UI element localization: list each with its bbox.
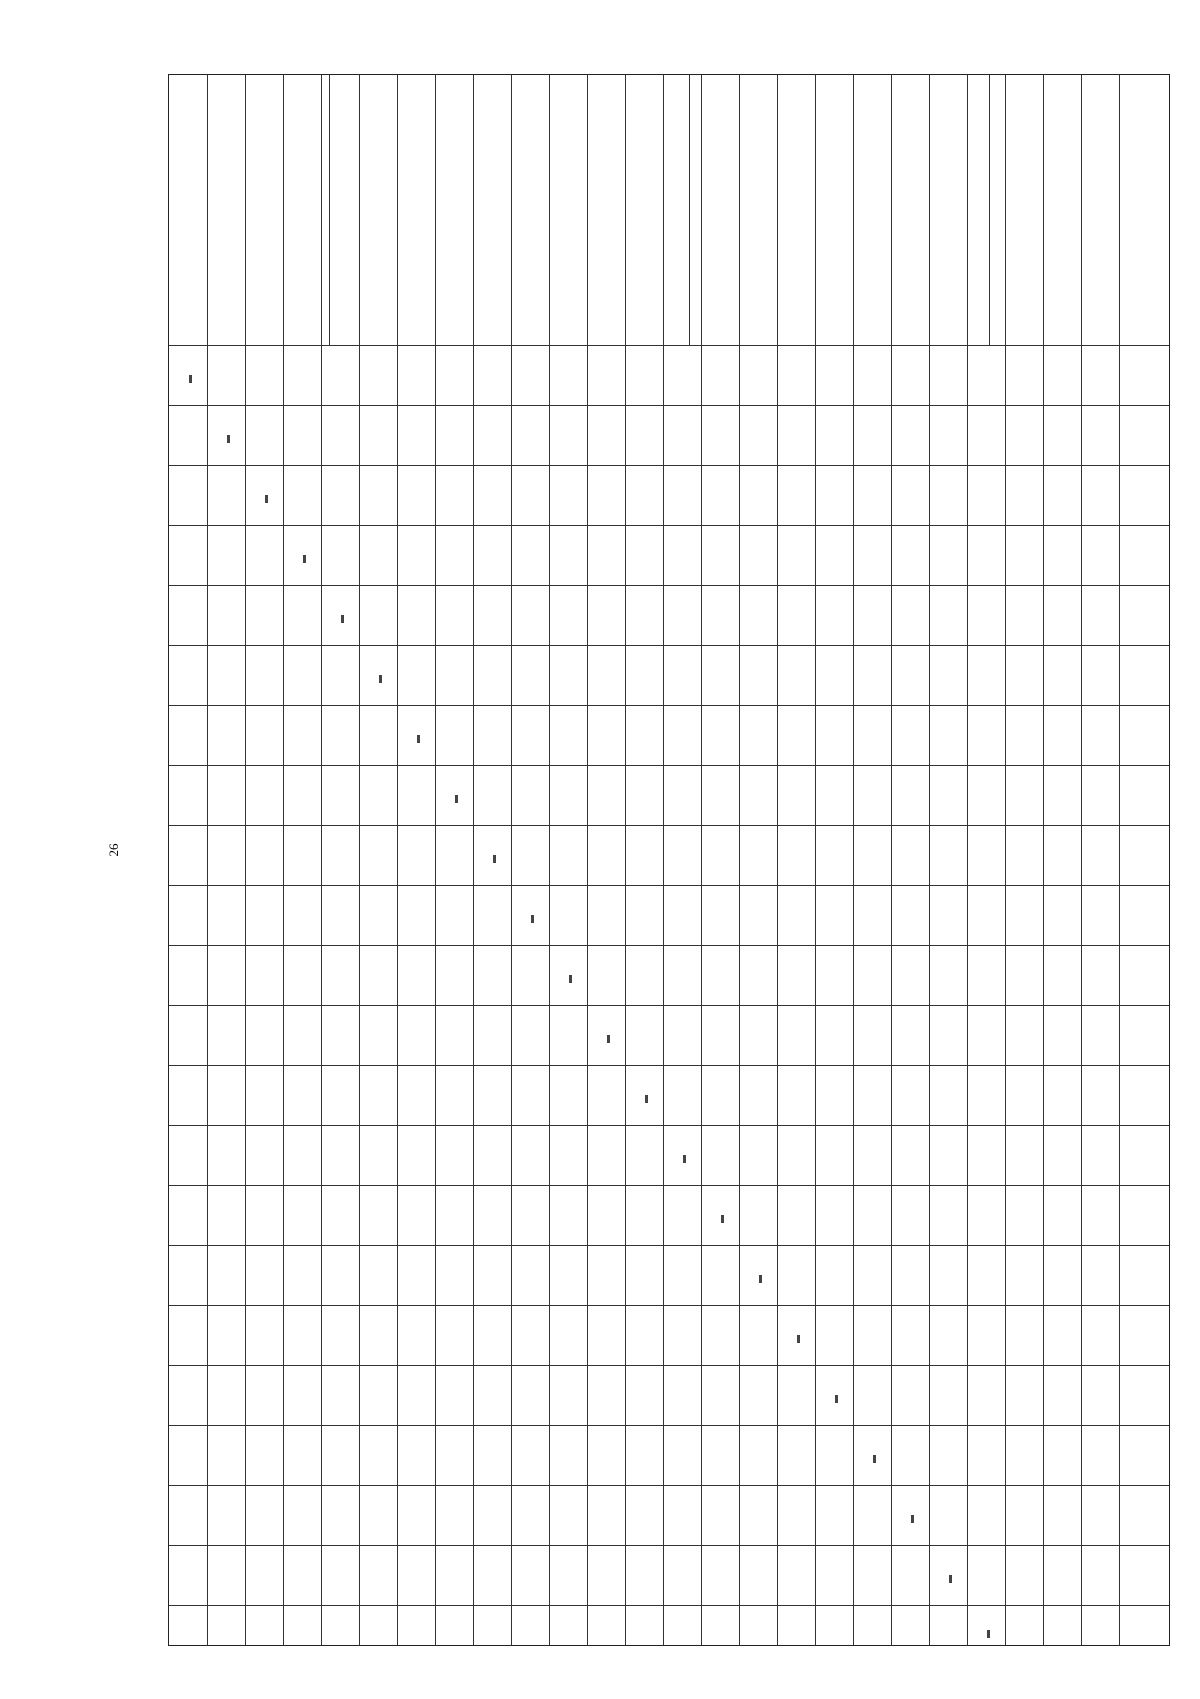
table-cell-mark — [987, 1630, 990, 1638]
table-cell-mark — [683, 1155, 686, 1163]
table-body-band-10 — [169, 945, 1169, 946]
table-body-band-1 — [169, 405, 1169, 406]
table-body-band-4 — [169, 585, 1169, 586]
table-body-band-5 — [169, 645, 1169, 646]
table-column-divider-7 — [435, 75, 436, 1645]
table-column-divider-5 — [359, 75, 360, 1645]
table-cell-mark — [531, 915, 534, 923]
table-cell-mark — [835, 1395, 838, 1403]
table-cell-mark — [379, 675, 382, 683]
document-table — [168, 74, 1170, 1646]
table-column-divider-19 — [891, 75, 892, 1645]
table-cell-mark — [455, 795, 458, 803]
table-column-divider-9 — [511, 75, 512, 1645]
table-column-divider-13 — [663, 75, 664, 1645]
table-column-divider-23 — [1043, 75, 1044, 1645]
table-cell-mark — [607, 1035, 610, 1043]
table-cell-mark — [303, 555, 306, 563]
table-body-band-8 — [169, 825, 1169, 826]
table-cell-mark — [569, 975, 572, 983]
table-header-divider-1 — [329, 75, 330, 345]
table-column-divider-12 — [625, 75, 626, 1645]
table-cell-mark — [797, 1335, 800, 1343]
table-body-band-2 — [169, 465, 1169, 466]
table-body-band-15 — [169, 1245, 1169, 1246]
table-body-band-7 — [169, 765, 1169, 766]
table-cell-mark — [721, 1215, 724, 1223]
table-column-divider-6 — [397, 75, 398, 1645]
table-column-divider-4 — [321, 75, 322, 1645]
table-column-divider-14 — [701, 75, 702, 1645]
table-column-divider-18 — [853, 75, 854, 1645]
table-body-band-3 — [169, 525, 1169, 526]
table-cell-mark — [417, 735, 420, 743]
table-column-divider-3 — [283, 75, 284, 1645]
table-cell-mark — [911, 1515, 914, 1523]
table-column-divider-1 — [207, 75, 208, 1645]
table-body-band-13 — [169, 1125, 1169, 1126]
table-cell-mark — [873, 1455, 876, 1463]
table-column-divider-25 — [1119, 75, 1120, 1645]
table-body-band-6 — [169, 705, 1169, 706]
table-body-band-17 — [169, 1365, 1169, 1366]
table-cell-mark — [759, 1275, 762, 1283]
table-column-divider-10 — [549, 75, 550, 1645]
table-header-divider-3 — [989, 75, 990, 345]
table-cell-mark — [493, 855, 496, 863]
page-number: 26 — [106, 843, 121, 857]
table-body-band-19 — [169, 1485, 1169, 1486]
table-cell-mark — [189, 375, 192, 383]
table-cell-mark — [227, 435, 230, 443]
table-cell-mark — [265, 495, 268, 503]
table-body-band-21 — [169, 1605, 1169, 1606]
table-body-band-20 — [169, 1545, 1169, 1546]
table-body-band-11 — [169, 1005, 1169, 1006]
table-body-band-14 — [169, 1185, 1169, 1186]
table-cell-mark — [341, 615, 344, 623]
table-column-divider-21 — [967, 75, 968, 1645]
table-column-divider-2 — [245, 75, 246, 1645]
table-body-band-18 — [169, 1425, 1169, 1426]
table-column-divider-8 — [473, 75, 474, 1645]
table-header-divider-2 — [689, 75, 690, 345]
table-cell-mark — [645, 1095, 648, 1103]
table-column-divider-22 — [1005, 75, 1006, 1645]
table-column-divider-24 — [1081, 75, 1082, 1645]
table-cell-mark — [949, 1575, 952, 1583]
table-column-divider-20 — [929, 75, 930, 1645]
table-column-divider-15 — [739, 75, 740, 1645]
table-body-band-9 — [169, 885, 1169, 886]
table-body-band-16 — [169, 1305, 1169, 1306]
table-body-band-12 — [169, 1065, 1169, 1066]
table-column-divider-17 — [815, 75, 816, 1645]
table-column-divider-16 — [777, 75, 778, 1645]
table-header-band — [169, 345, 1169, 346]
table-column-divider-11 — [587, 75, 588, 1645]
